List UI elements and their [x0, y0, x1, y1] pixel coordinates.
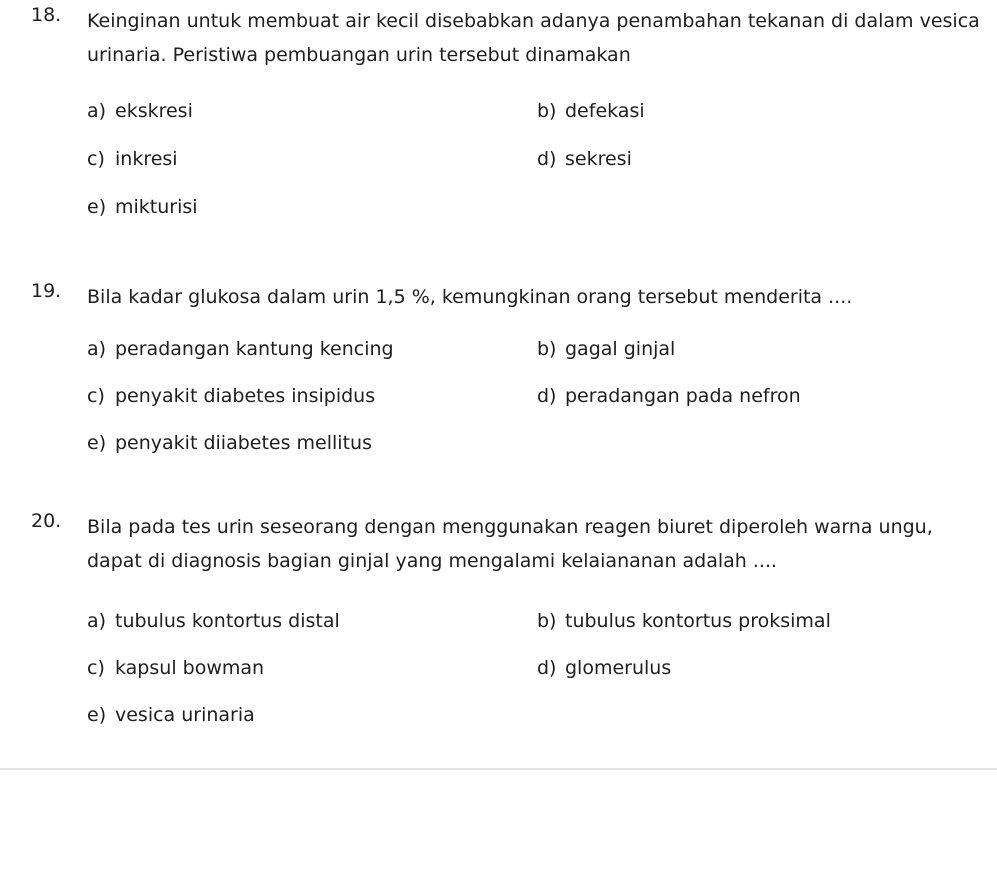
option-d[interactable]: [537, 657, 671, 681]
option-e[interactable]: [87, 704, 255, 728]
option-c[interactable]: [87, 657, 264, 681]
option-text: tubulus kontortus proksimal: [565, 610, 831, 632]
option-letter: d): [537, 385, 557, 407]
option-e[interactable]: [87, 432, 372, 456]
option-letter: c): [87, 657, 105, 679]
option-letter: b): [537, 100, 557, 122]
option-letter: a): [87, 610, 107, 632]
option-text: peradangan pada nefron: [565, 385, 801, 407]
question-number: 20.: [31, 510, 62, 532]
option-a[interactable]: [87, 100, 193, 124]
divider: [0, 768, 997, 770]
question-text: Bila pada tes urin seseorang dengan menggunakan reagen biuret diperoleh warna ungu, dapat di diagnosis bagian ginjal yang mengalami kelaiananan adalah ....: [87, 516, 933, 572]
option-text: vesica urinaria: [115, 704, 255, 726]
option-d[interactable]: [537, 148, 632, 172]
option-e[interactable]: [87, 196, 198, 220]
option-letter: e): [87, 196, 107, 218]
option-a[interactable]: [87, 610, 340, 634]
option-text: mikturisi: [115, 196, 198, 218]
option-letter: c): [87, 385, 105, 407]
option-letter: a): [87, 338, 107, 360]
option-text: kapsul bowman: [115, 657, 265, 679]
option-letter: e): [87, 432, 107, 454]
option-text: peradangan kantung kencing: [115, 338, 394, 360]
option-letter: e): [87, 704, 107, 726]
question-text: Bila kadar glukosa dalam urin 1,5 %, kemungkinan orang tersebut menderita ....: [87, 286, 853, 308]
option-letter: b): [537, 338, 557, 360]
option-b[interactable]: [537, 100, 645, 124]
option-c[interactable]: [87, 148, 178, 172]
option-text: penyakit diiabetes mellitus: [115, 432, 372, 454]
option-b[interactable]: [537, 610, 831, 634]
option-text: defekasi: [565, 100, 645, 122]
option-text: tubulus kontortus distal: [115, 610, 340, 632]
option-text: inkresi: [115, 148, 178, 170]
question-text: Keinginan untuk membuat air kecil disebabkan adanya penambahan tekanan di dalam vesica urinaria. Peristiwa pembuangan urin tersebut dinamakan: [87, 10, 980, 66]
option-text: sekresi: [565, 148, 632, 170]
option-letter: d): [537, 148, 557, 170]
option-d[interactable]: [537, 385, 801, 409]
question-number: 19.: [31, 280, 62, 302]
option-text: ekskresi: [115, 100, 193, 122]
question-number: 18.: [31, 4, 62, 26]
option-letter: d): [537, 657, 557, 679]
option-text: penyakit diabetes insipidus: [115, 385, 376, 407]
option-letter: a): [87, 100, 107, 122]
option-b[interactable]: [537, 338, 675, 362]
option-letter: b): [537, 610, 557, 632]
option-a[interactable]: [87, 338, 394, 362]
option-text: gagal ginjal: [565, 338, 676, 360]
option-c[interactable]: [87, 385, 375, 409]
option-text: glomerulus: [565, 657, 672, 679]
option-letter: c): [87, 148, 105, 170]
